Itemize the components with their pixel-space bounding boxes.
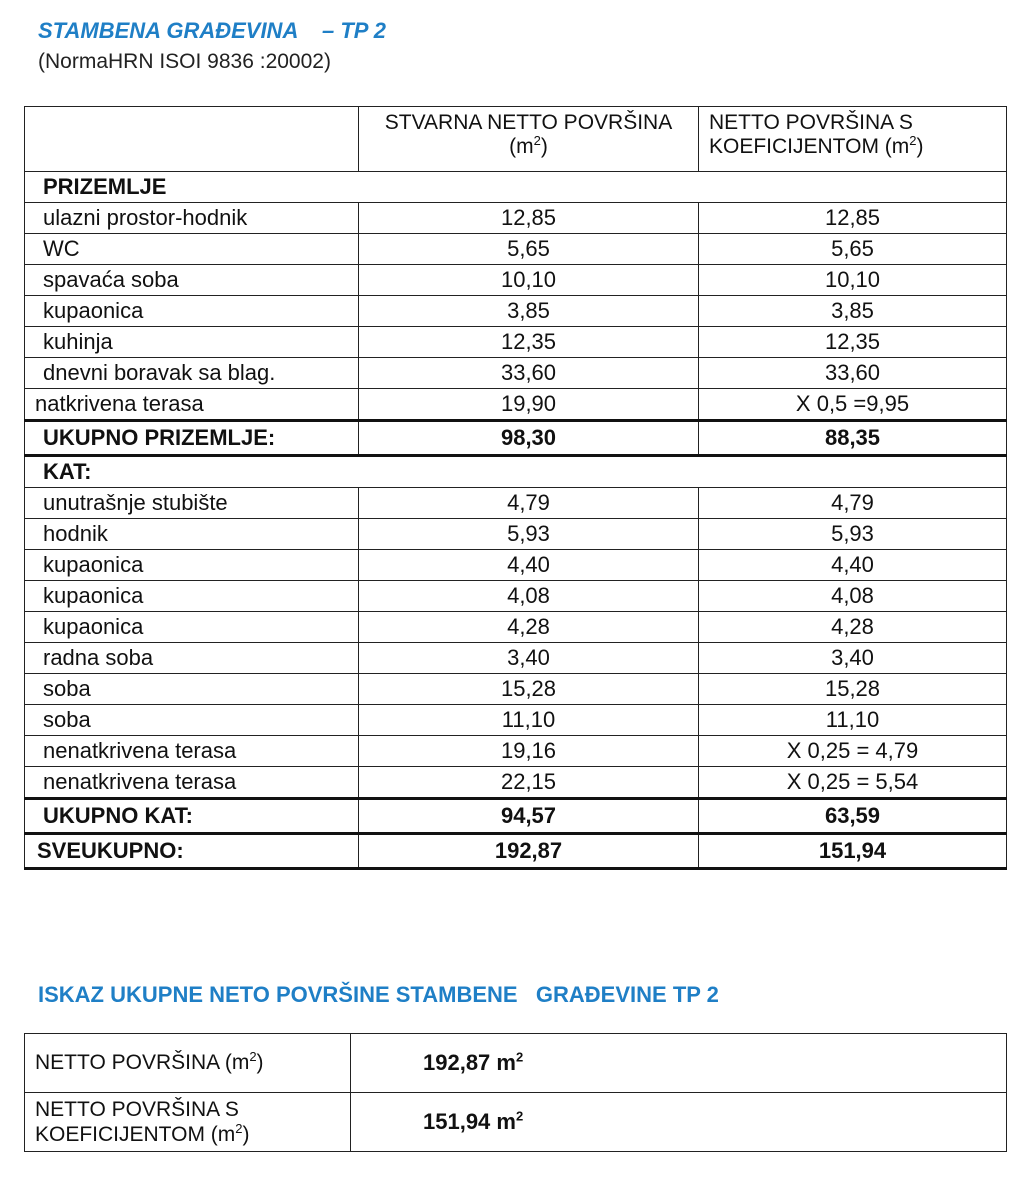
real-area: 4,08 [359,581,699,612]
room-name: nenatkrivena terasa [25,736,359,767]
real-area: 19,16 [359,736,699,767]
table-row [25,327,1007,358]
real-area: 10,10 [359,265,699,296]
room-name: dnevni boravak sa blag. [25,358,359,389]
room-name: kupaonica [25,581,359,612]
room-name: kupaonica [25,296,359,327]
table-row [25,358,1007,389]
summary-value: 192,87 $m^2$ [351,1034,1007,1093]
table-row [25,488,1007,519]
total-coef: 63,59 [699,799,1007,834]
coef-area: 5,93 [699,519,1007,550]
summary-label: NETTO POVRŠINA $(m^2)$ [25,1034,351,1093]
coef-area: 12,35 [699,327,1007,358]
coef-area: X 0,5 =9,95 [699,389,1007,421]
real-area: 3,40 [359,643,699,674]
table-row [25,389,1007,421]
coef-area: 4,79 [699,488,1007,519]
grand-total-row [25,834,1007,869]
summary-table [24,1033,1007,1152]
room-name: unutrašnje stubište [25,488,359,519]
summary-row-coef-area [25,1093,1007,1152]
coef-area: 5,65 [699,234,1007,265]
room-name: spavaća soba [25,265,359,296]
grand-total-real: 192,87 [359,834,699,869]
summary-title: ISKAZ UKUPNE NETO POVRŠINE STAMBENE GRAĐEVINE TP 2 [38,982,719,1007]
room-name: natkrivena terasa [25,389,359,421]
table-row [25,705,1007,736]
coef-area: 10,10 [699,265,1007,296]
coef-area: 3,85 [699,296,1007,327]
coef-area: X 0,25 = 5,54 [699,767,1007,799]
table-row [25,581,1007,612]
coef-area: 15,28 [699,674,1007,705]
section-heading: PRIZEMLJE [25,172,1007,203]
real-area: 5,93 [359,519,699,550]
table-row [25,203,1007,234]
total-label: UKUPNO KAT: [25,799,359,834]
room-name: nenatkrivena terasa [25,767,359,799]
table-header-row [25,107,1007,172]
coef-area: 4,08 [699,581,1007,612]
real-area: 19,90 [359,389,699,421]
room-name: kuhinja [25,327,359,358]
floor-total-row [25,799,1007,834]
real-area: 11,10 [359,705,699,736]
total-coef: 88,35 [699,421,1007,456]
header-coef-area: NETTO POVRŠINA S KOEFICIJENTOM $(m^2)$ [699,107,1007,172]
grand-total-label: SVEUKUPNO: [25,834,359,869]
real-area: 3,85 [359,296,699,327]
table-row [25,674,1007,705]
room-name: kupaonica [25,612,359,643]
table-row [25,296,1007,327]
table-row [25,265,1007,296]
table-row [25,643,1007,674]
real-area: 12,85 [359,203,699,234]
real-area: 22,15 [359,767,699,799]
header-real-area: STVARNA NETTO POVRŠINA $(m^2)$ [359,107,699,172]
table-row [25,519,1007,550]
coef-area: X 0,25 = 4,79 [699,736,1007,767]
room-name: soba [25,674,359,705]
summary-label: NETTO POVRŠINA S KOEFICIJENTOM $(m^2)$ [25,1093,351,1152]
section-heading: KAT: [25,456,1007,488]
real-area: 15,28 [359,674,699,705]
coef-area: 4,28 [699,612,1007,643]
coef-area: 12,85 [699,203,1007,234]
room-name: ulazni prostor-hodnik [25,203,359,234]
document-title: STAMBENA GRAĐEVINA – TP 2 [38,18,386,43]
table-row [25,736,1007,767]
real-area: 5,65 [359,234,699,265]
real-area: 4,40 [359,550,699,581]
table-row [25,767,1007,799]
ground-total-row [25,421,1007,456]
room-name: radna soba [25,643,359,674]
summary-row-net-area [25,1034,1007,1093]
room-name: hodnik [25,519,359,550]
real-area: 4,79 [359,488,699,519]
area-table [24,106,1007,870]
grand-total-coef: 151,94 [699,834,1007,869]
room-name: WC [25,234,359,265]
total-label: UKUPNO PRIZEMLJE: [25,421,359,456]
room-name: soba [25,705,359,736]
coef-area: 33,60 [699,358,1007,389]
table-row [25,550,1007,581]
section-ground-floor [25,172,1007,203]
norm-reference: (NormaHRN ISOI 9836 :20002) [38,50,331,73]
real-area: 33,60 [359,358,699,389]
real-area: 4,28 [359,612,699,643]
coef-area: 3,40 [699,643,1007,674]
total-real: 94,57 [359,799,699,834]
coef-area: 4,40 [699,550,1007,581]
real-area: 12,35 [359,327,699,358]
section-upper-floor [25,456,1007,488]
table-row [25,612,1007,643]
total-real: 98,30 [359,421,699,456]
coef-area: 11,10 [699,705,1007,736]
table-row [25,234,1007,265]
header-empty-cell [25,107,359,172]
summary-value: 151,94 $m^2$ [351,1093,1007,1152]
room-name: kupaonica [25,550,359,581]
